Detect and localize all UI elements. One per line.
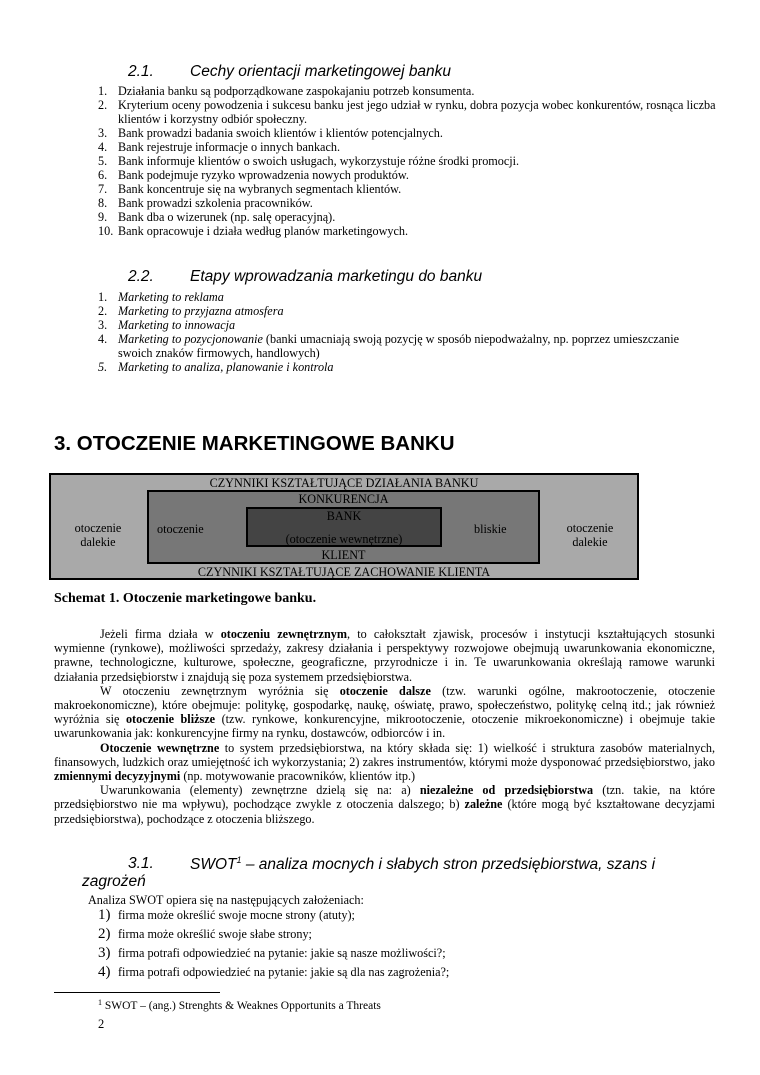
section-title: Etapy wprowadzania marketingu do banku	[190, 268, 483, 285]
footnote-separator	[54, 992, 220, 993]
diagram-client: KLIENT	[321, 548, 366, 562]
list-item: 4) firma potrafi odpowiedzieć na pytanie: jakie są dla nas zagrożenia?;	[98, 964, 450, 980]
section-title: Cechy orientacji marketingowej banku	[190, 63, 452, 80]
footnote: $^1$ SWOT – (ang.) Strenghts & Weaknes Opportunits a Threats	[98, 998, 381, 1012]
section-number: 2.2.	[128, 268, 154, 285]
diagram-middle-box	[147, 490, 540, 564]
list-item: 3. Marketing to innowacja	[98, 318, 236, 332]
section-title-line2: zagrożeń	[82, 873, 146, 890]
list-item: 2. Kryterium oceny powodzenia i sukcesu banku jest jego udział w rynku, dobra pozycja wobec konkurentów, rosnąca liczba klientów i korzystny odbiór społeczny.	[98, 98, 716, 126]
list-item: 3) firma potrafi odpowiedzieć na pytanie: jakie są nasze możliwości?;	[98, 945, 446, 961]
section-number: 3.1.	[128, 855, 154, 872]
list-item: 1. Marketing to reklama	[98, 290, 224, 304]
list-item: 2. Marketing to przyjazna atmosfera	[98, 304, 284, 318]
diagram-top-label: CZYNNIKI KSZTAŁTUJĄCE DZIAŁANIA BANKU	[209, 476, 479, 490]
paragraph: Uwarunkowania (elementy) zewnętrzne dzielą się na: a) niezależne od przedsiębiorstwa (tzn. takie, na które przedsiębiorstwo nie ma wpływu), pochodzące zwykle z otoczenia dalszego; b) zależne (które mogą być kształtowane decyzjami przedsiębiorstwa), pochodzące z otoczenia bliższego.	[54, 783, 715, 826]
page-number: 2	[98, 1017, 105, 1031]
list-item: 3. Bank prowadzi badania swoich klientów i klientów potencjalnych.	[98, 126, 443, 140]
environment-diagram	[49, 473, 639, 580]
list-item: 4. Bank rejestruje informacje o innych bankach.	[98, 140, 340, 154]
diagram-internal: (otoczenie wewnętrzne)	[285, 532, 403, 546]
chapter-title: 3. OTOCZENIE MARKETINGOWE BANKU	[54, 432, 455, 455]
diagram-near-right: bliskie	[474, 522, 507, 536]
list-item: 8. Bank prowadzi szkolenia pracowników.	[98, 196, 313, 210]
list-item: 9. Bank dba o wizerunek (np. salę operacyjną).	[98, 210, 336, 224]
section-number: 2.1.	[128, 63, 154, 80]
diagram-bank: BANK	[326, 509, 362, 523]
section-title: SWOT$^1$ – analiza mocnych i słabych stron przedsiębiorstwa, szans i	[190, 855, 656, 874]
features-list	[98, 84, 716, 238]
diagram-near-left: otoczenie	[157, 522, 204, 536]
diagram-bank-box	[246, 507, 442, 547]
list-item: 5. Bank informuje klientów o swoich usługach, wykorzystuje różne środki promocji.	[98, 154, 520, 168]
list-item: 4. Marketing to pozycjonowanie (banki umacniają swoją pozycję w sposób niepodważalny, np. poprzez umieszczanie swoich znaków firmowych, handlowych)	[98, 332, 680, 360]
list-item: 10. Bank opracowuje i działa według planów marketingowych.	[98, 224, 409, 238]
diagram-caption: Schemat 1. Otoczenie marketingowe banku.	[54, 591, 317, 606]
stages-list	[98, 290, 716, 374]
body-text	[54, 627, 715, 826]
swot-list	[98, 907, 449, 983]
paragraph: Jeżeli firma działa w otoczeniu zewnętrznym, to całokształt zjawisk, procesów i instytucji kształtujących stosunki wymienne (rynkowe), możliwości sprzedaży, zakresy działania i perspektywy rozwojowe obejmują uwarunkowania ekonomiczne, prawne, technologiczne, kulturowe, społeczne, geograficzne, przyrodnicze i in. Te uwarunkowania określają ramowe warunki działania przedsiębiorstw i znajdują się poza systemem przedsiębiorstwa.	[54, 627, 715, 684]
diagram-far-left: otoczenie dalekie	[74, 521, 122, 549]
list-item: 2) firma może określić swoje słabe strony;	[98, 926, 312, 942]
list-item: 7. Bank koncentruje się na wybranych segmentach klientów.	[98, 182, 402, 196]
diagram-bottom-label: CZYNNIKI KSZTAŁTUJĄCE ZACHOWANIE KLIENTA	[197, 565, 491, 579]
list-item: 1. Działania banku są podporządkowane zaspokajaniu potrzeb konsumenta.	[98, 84, 475, 98]
diagram-far-right: otoczenie dalekie	[566, 521, 614, 549]
paragraph: W otoczeniu zewnętrznym wyróżnia się otoczenie dalsze (tzw. warunki ogólne, makrootoczenie, otoczenie makroekonomiczne), które obejmuje: politykę, gospodarkę, naukę, oświatę, prawo, społeczeństwo, politykę celną itd.; jak również wyróżnia się otoczenie bliższe (tzw. rynkowe, konkurencyjne, mikrootoczenie, otoczenie mikroekonomiczne) i obejmuje takie uwarunkowania jak: konkurencyjne firmy na rynku, dostawców, odbiorców i in.	[54, 683, 715, 741]
diagram-competition: KONKURENCJA	[298, 492, 389, 506]
list-item: 5. Marketing to analiza, planowanie i kontrola	[98, 360, 334, 374]
list-item: 1) firma może określić swoje mocne strony (atuty);	[98, 907, 355, 923]
list-item: 6. Bank podejmuje ryzyko wprowadzenia nowych produktów.	[98, 168, 409, 182]
swot-intro: Analiza SWOT opiera się na następujących założeniach:	[88, 893, 364, 907]
paragraph: Otoczenie wewnętrzne to system przedsiębiorstwa, na który składa się: 1) wielkość i struktura zasobów materialnych, finansowych, ludzkich oraz umiejętność ich wykorzystania; 2) zakres instrumentów, którymi może dysponować przedsiębiorstwo, jako zmiennymi decyzyjnymi (np. motywowanie pracowników, klientów itp.)	[54, 740, 715, 784]
